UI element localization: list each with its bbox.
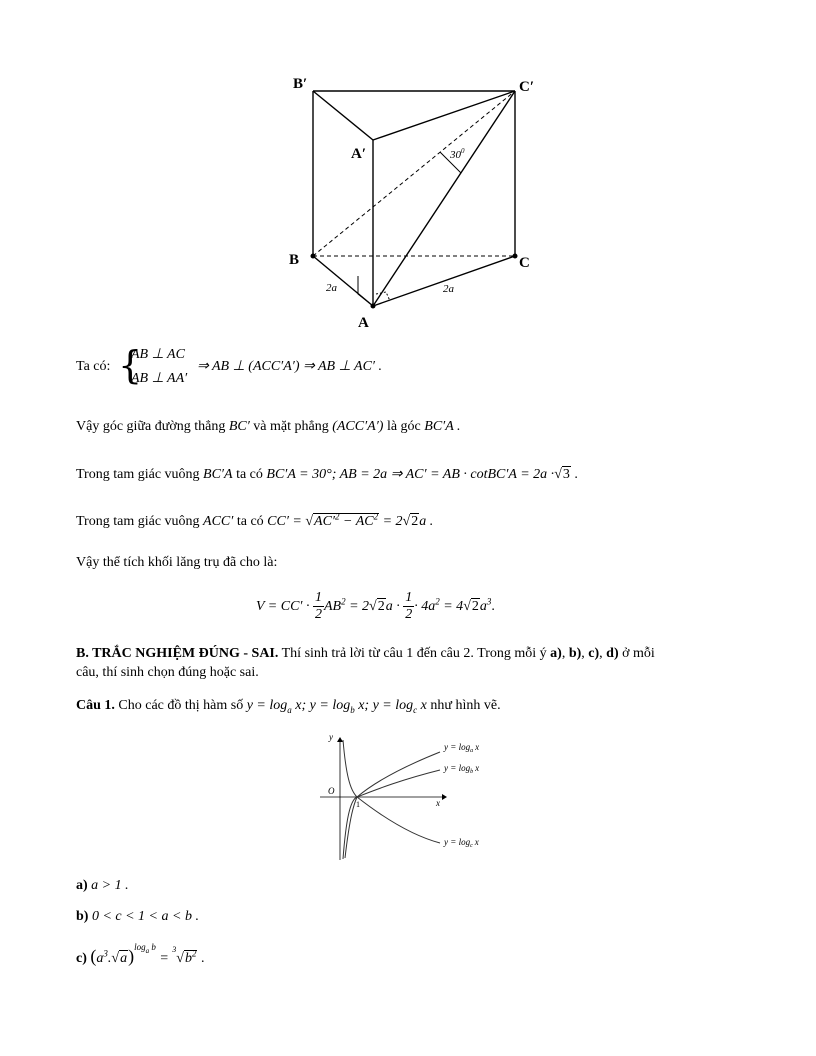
answer-a-text: a > 1 . <box>91 878 129 893</box>
section-b-line2: câu, thí sinh chọn đúng hoặc sai. <box>76 665 259 680</box>
question-1: Câu 1. Cho các đồ thị hàm số $y = \log_a x$; $y = \log_b x$; $y = \log_c x$ như hình vẽ. <box>76 698 501 715</box>
line3-math1: BC′A <box>203 467 233 482</box>
line4-part1: Trong tam giác vuông <box>76 514 200 529</box>
line2-math2: (ACC′A′) <box>332 419 384 434</box>
answer-a <box>76 877 129 895</box>
curve-label-c: $y = \log_c x$ <box>444 837 479 849</box>
line4 <box>76 513 433 531</box>
log-graph <box>310 728 510 863</box>
line2-math3: BC′A . <box>424 419 461 434</box>
answer-b-label: b) <box>76 909 89 924</box>
answer-b <box>76 908 199 926</box>
line4-math1: ACC′ <box>203 514 234 529</box>
line1-prefix: Ta có: <box>76 359 111 374</box>
answer-a-label: a) <box>76 878 88 893</box>
line1-conclusion: ⇒ AB ⊥ (ACC′A′) ⇒ AB ⊥ AC′ . <box>197 359 382 374</box>
system-row-1: AB ⊥ AC <box>131 347 185 362</box>
line4-part2: ta có <box>236 514 264 529</box>
section-b: B. TRẮC NGHIỆM ĐÚNG - SAI. Thí sinh trả lời từ câu 1 đến câu 2. Trong mỗi ý a), b), c), d) ở mỗi <box>76 646 655 661</box>
label-c: C <box>519 255 530 271</box>
label-a: A <box>358 315 369 331</box>
label-a-prime: A′ <box>351 146 367 162</box>
graph-origin: O <box>328 786 335 796</box>
section-b-heading: B. TRẮC NGHIỆM ĐÚNG - SAI. <box>76 646 279 661</box>
system-row-2: AB ⊥ AA′ <box>131 371 188 386</box>
line5: Vậy thể tích khối lăng trụ đã cho là: <box>76 555 278 570</box>
sqrt-sign: √ <box>402 514 411 529</box>
line2 <box>76 418 461 436</box>
line2-part1: Vậy góc giữa đường thẳng <box>76 419 226 434</box>
system-brace: { <box>118 343 143 387</box>
sqrt-sign: √ <box>554 467 562 482</box>
line2-part3: là góc <box>386 419 421 434</box>
line3 <box>76 466 578 484</box>
line4-math2: CC′ = <box>267 514 302 529</box>
question-1-label: Câu 1. <box>76 698 115 713</box>
answer-c-math: $(a^3.√a)^{log_a b} = ^3√b^2$ . <box>90 942 205 966</box>
answer-c <box>76 942 205 968</box>
graph-axis-x: x <box>436 798 440 808</box>
curve-label-a: $y = \log_a x$ <box>444 742 480 754</box>
label-b: B <box>289 252 300 268</box>
answer-c-label: c) <box>76 951 87 966</box>
angle-label: $30^0$ <box>450 147 465 161</box>
line3-end: . <box>574 467 578 482</box>
line2-part2: và mặt phẳng <box>253 419 329 434</box>
line4-radicand2: 2 <box>411 514 419 529</box>
volume-formula: V = CC′ · $\frac{1}{2}$ $AB^2 = 2√2a$ · $\frac{1}{2}$ · $4a^2 = 4√2a^3$. <box>256 590 495 623</box>
line3-part2: ta có <box>236 467 263 482</box>
sqrt-sign: √ <box>305 514 314 529</box>
line4-tail: a . <box>419 514 434 529</box>
edge-ab-label: 2a <box>326 282 337 294</box>
prism-figure <box>280 70 540 335</box>
line4-eq: = 2 <box>382 514 403 529</box>
graph-axis-y: y <box>329 732 333 742</box>
line3-part1: Trong tam giác vuông <box>76 467 200 482</box>
label-b-prime: B′ <box>293 76 308 92</box>
graph-tick-one: 1 <box>356 800 360 809</box>
curve-label-b: $y = \log_b x$ <box>444 763 480 775</box>
answer-b-text: 0 < c < 1 < a < b . <box>91 909 199 924</box>
edge-ac-label: 2a <box>443 283 454 295</box>
line4-radicand: $AC'^2 - AC^2$ <box>314 511 379 529</box>
line3-math2: BC′A = 30°; AB = 2a ⇒ AC′ = AB · cotBC′A = 2a · <box>266 467 555 482</box>
label-c-prime: C′ <box>519 79 535 95</box>
line3-radicand: 3 <box>562 467 570 482</box>
line2-math1: BC′ <box>228 419 250 434</box>
